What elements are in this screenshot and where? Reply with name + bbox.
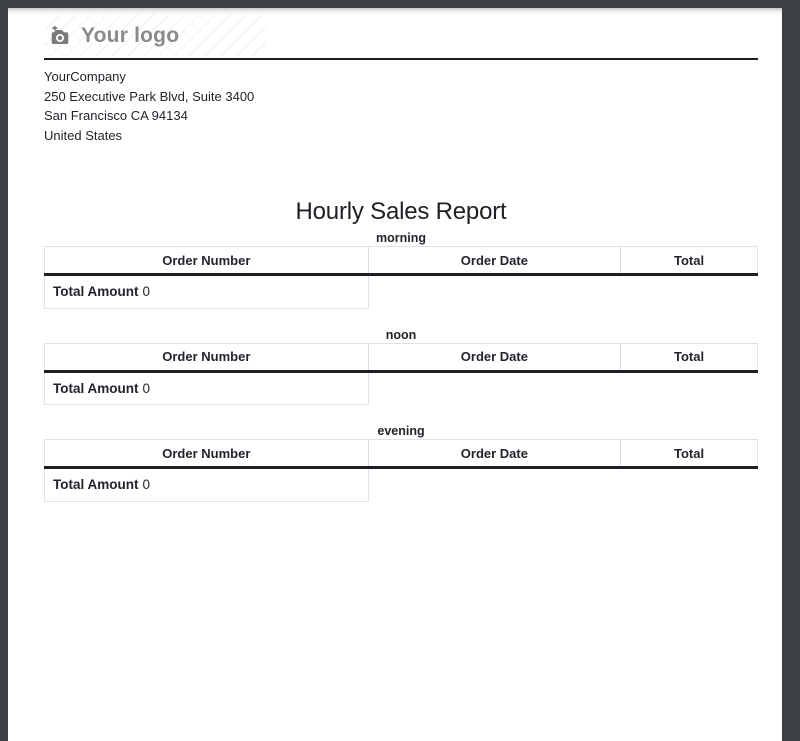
total-amount-row bbox=[45, 371, 758, 405]
empty-cell bbox=[621, 371, 758, 405]
column-header-order-number: Order Number bbox=[45, 247, 369, 275]
column-header-order-date: Order Date bbox=[368, 440, 620, 468]
total-amount-value: 0 bbox=[142, 284, 150, 300]
section-morning bbox=[44, 231, 758, 309]
report-title: Hourly Sales Report bbox=[295, 198, 507, 225]
total-amount-label: Total Amount bbox=[53, 284, 139, 300]
total-amount-cell bbox=[45, 275, 369, 309]
total-amount-label: Total Amount bbox=[53, 380, 139, 396]
header-divider bbox=[44, 58, 758, 60]
empty-cell bbox=[368, 371, 620, 405]
logo-text: Your logo bbox=[81, 23, 180, 47]
logo-placeholder bbox=[44, 14, 266, 57]
total-amount-cell bbox=[45, 371, 369, 405]
column-header-total: Total bbox=[621, 247, 758, 275]
column-header-total: Total bbox=[621, 440, 758, 468]
section-label-morning: morning bbox=[376, 231, 426, 245]
total-amount-row bbox=[45, 468, 758, 502]
sales-table-noon bbox=[44, 343, 758, 406]
company-name: YourCompany bbox=[44, 69, 126, 84]
column-header-order-date: Order Date bbox=[368, 343, 620, 371]
company-country: United States bbox=[44, 127, 123, 143]
column-header-order-date: Order Date bbox=[368, 247, 620, 275]
table-header-row bbox=[45, 343, 758, 371]
sales-table-morning bbox=[44, 246, 758, 309]
table-header-row bbox=[45, 247, 758, 275]
section-noon bbox=[44, 328, 758, 406]
company-street: 250 Executive Park Blvd, Suite 3400 bbox=[44, 88, 255, 104]
section-label-noon: noon bbox=[385, 327, 417, 342]
empty-cell bbox=[621, 468, 758, 502]
sales-table-evening bbox=[44, 439, 758, 502]
section-label-evening: evening bbox=[377, 424, 425, 438]
total-amount-label: Total Amount bbox=[53, 477, 139, 493]
report-page bbox=[8, 8, 782, 741]
section-evening bbox=[44, 424, 758, 502]
total-amount-cell bbox=[45, 468, 369, 502]
empty-cell bbox=[368, 468, 620, 502]
total-amount-row bbox=[45, 275, 758, 309]
company-address-block bbox=[44, 67, 758, 145]
column-header-total: Total bbox=[621, 343, 758, 371]
table-header-row bbox=[45, 440, 758, 468]
company-city: San Francisco CA 94134 bbox=[44, 108, 188, 123]
total-amount-value: 0 bbox=[142, 380, 150, 396]
column-header-order-number: Order Number bbox=[45, 440, 369, 468]
total-amount-value: 0 bbox=[142, 477, 150, 493]
camera-plus-icon bbox=[49, 26, 70, 45]
column-header-order-number: Order Number bbox=[45, 343, 369, 371]
empty-cell bbox=[621, 275, 758, 309]
empty-cell bbox=[368, 275, 620, 309]
